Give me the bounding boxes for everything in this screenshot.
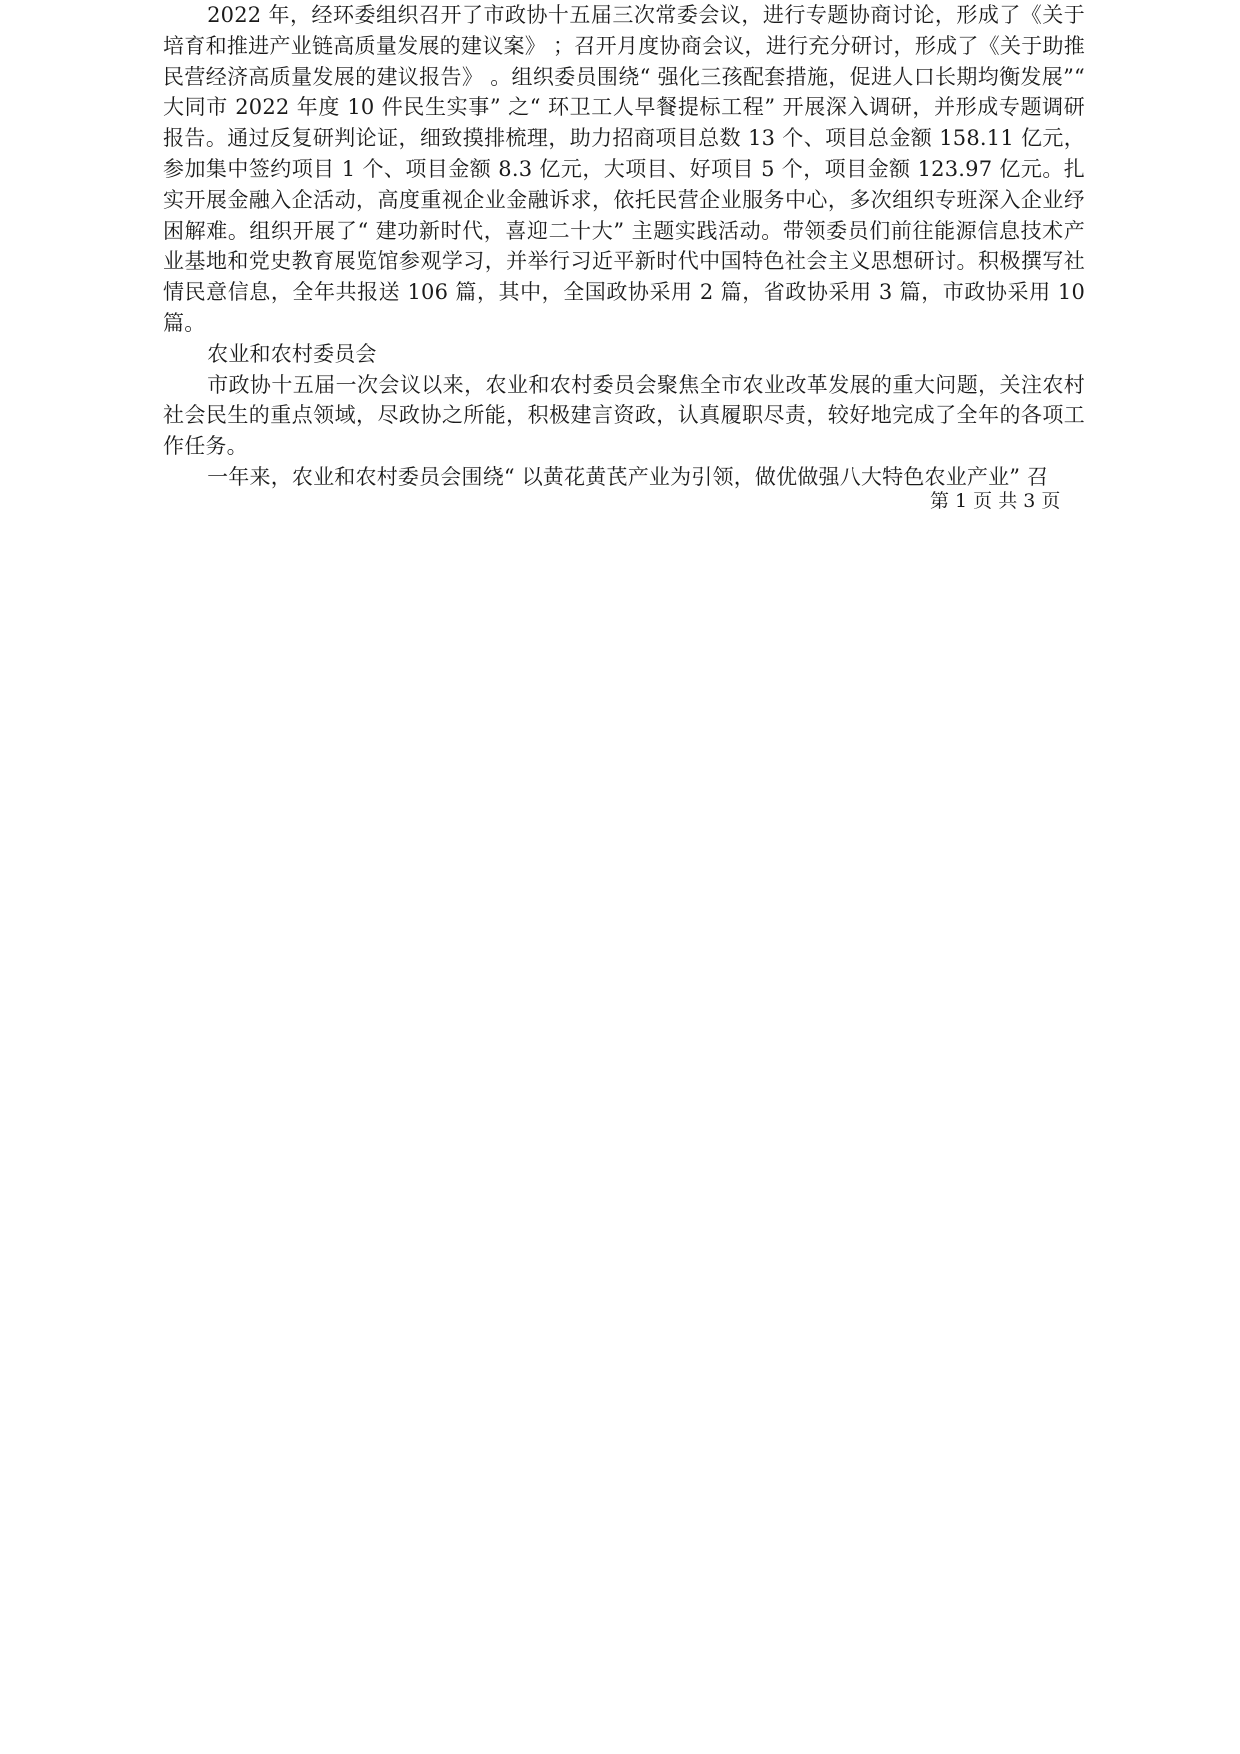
paragraph-agriculture-intro: 市政协十五届一次会议以来，农业和农村委员会聚焦全市农业改革发展的重大问题，关注农村社会民生的重点领域，尽政协之所能，积极建言资政，认真履职尽责，较好地完成了全年的各项工作任务。: [163, 372, 1085, 459]
paragraph-agriculture-yearly: 一年来，农业和农村委员会围绕“ 以黄花黄芪产业为引领，做优做强八大特色农业产业” 召: [207, 464, 1049, 489]
paragraph-environment-committee-report: 2022 年，经环委组织召开了市政协十五届三次常委会议，进行专题协商讨论，形成了《关于培育和推进产业链高质量发展的建议案》 ；召开月度协商会议，进行充分研讨，形成了《关于助推民营经济高质量发展的建议报告》 。组织委员围绕“ 强化三孩配套措施，促进人口长期均衡发展”“ 大同市 2022 年度 10 件民生实事” 之“ 环卫工人早餐提标工程” 开展深入调研，并形成专题调研报告。通过反复研判论证，细致摸排梳理，助力招商项目总数 13 个、项目总金额 158.11 亿元，参加集中签约项目 1 个、项目金额 8.3 亿元，大项目、好项目 5 个，项目金额 123.97 亿元。扎实开展金融入企活动，高度重视企业金融诉求，依托民营企业服务中心，多次组织专班深入企业纾困解难。组织开展了“ 建功新时代，喜迎二十大” 主题实践活动。带领委员们前往能源信息技术产业基地和党史教育展览馆参观学习，并举行习近平新时代中国特色社会主义思想研讨。积极撰写社情民意信息，全年共报送 106 篇，其中，全国政协采用 2 篇，省政协采用 3 篇，市政协采用 10 篇。: [163, 3, 1085, 335]
page-number-footer: 第 1 页 共 3 页: [930, 490, 1061, 512]
document-body: [163, 0, 1085, 493]
section-heading-agriculture-committee: 农业和农村委员会: [207, 341, 377, 366]
